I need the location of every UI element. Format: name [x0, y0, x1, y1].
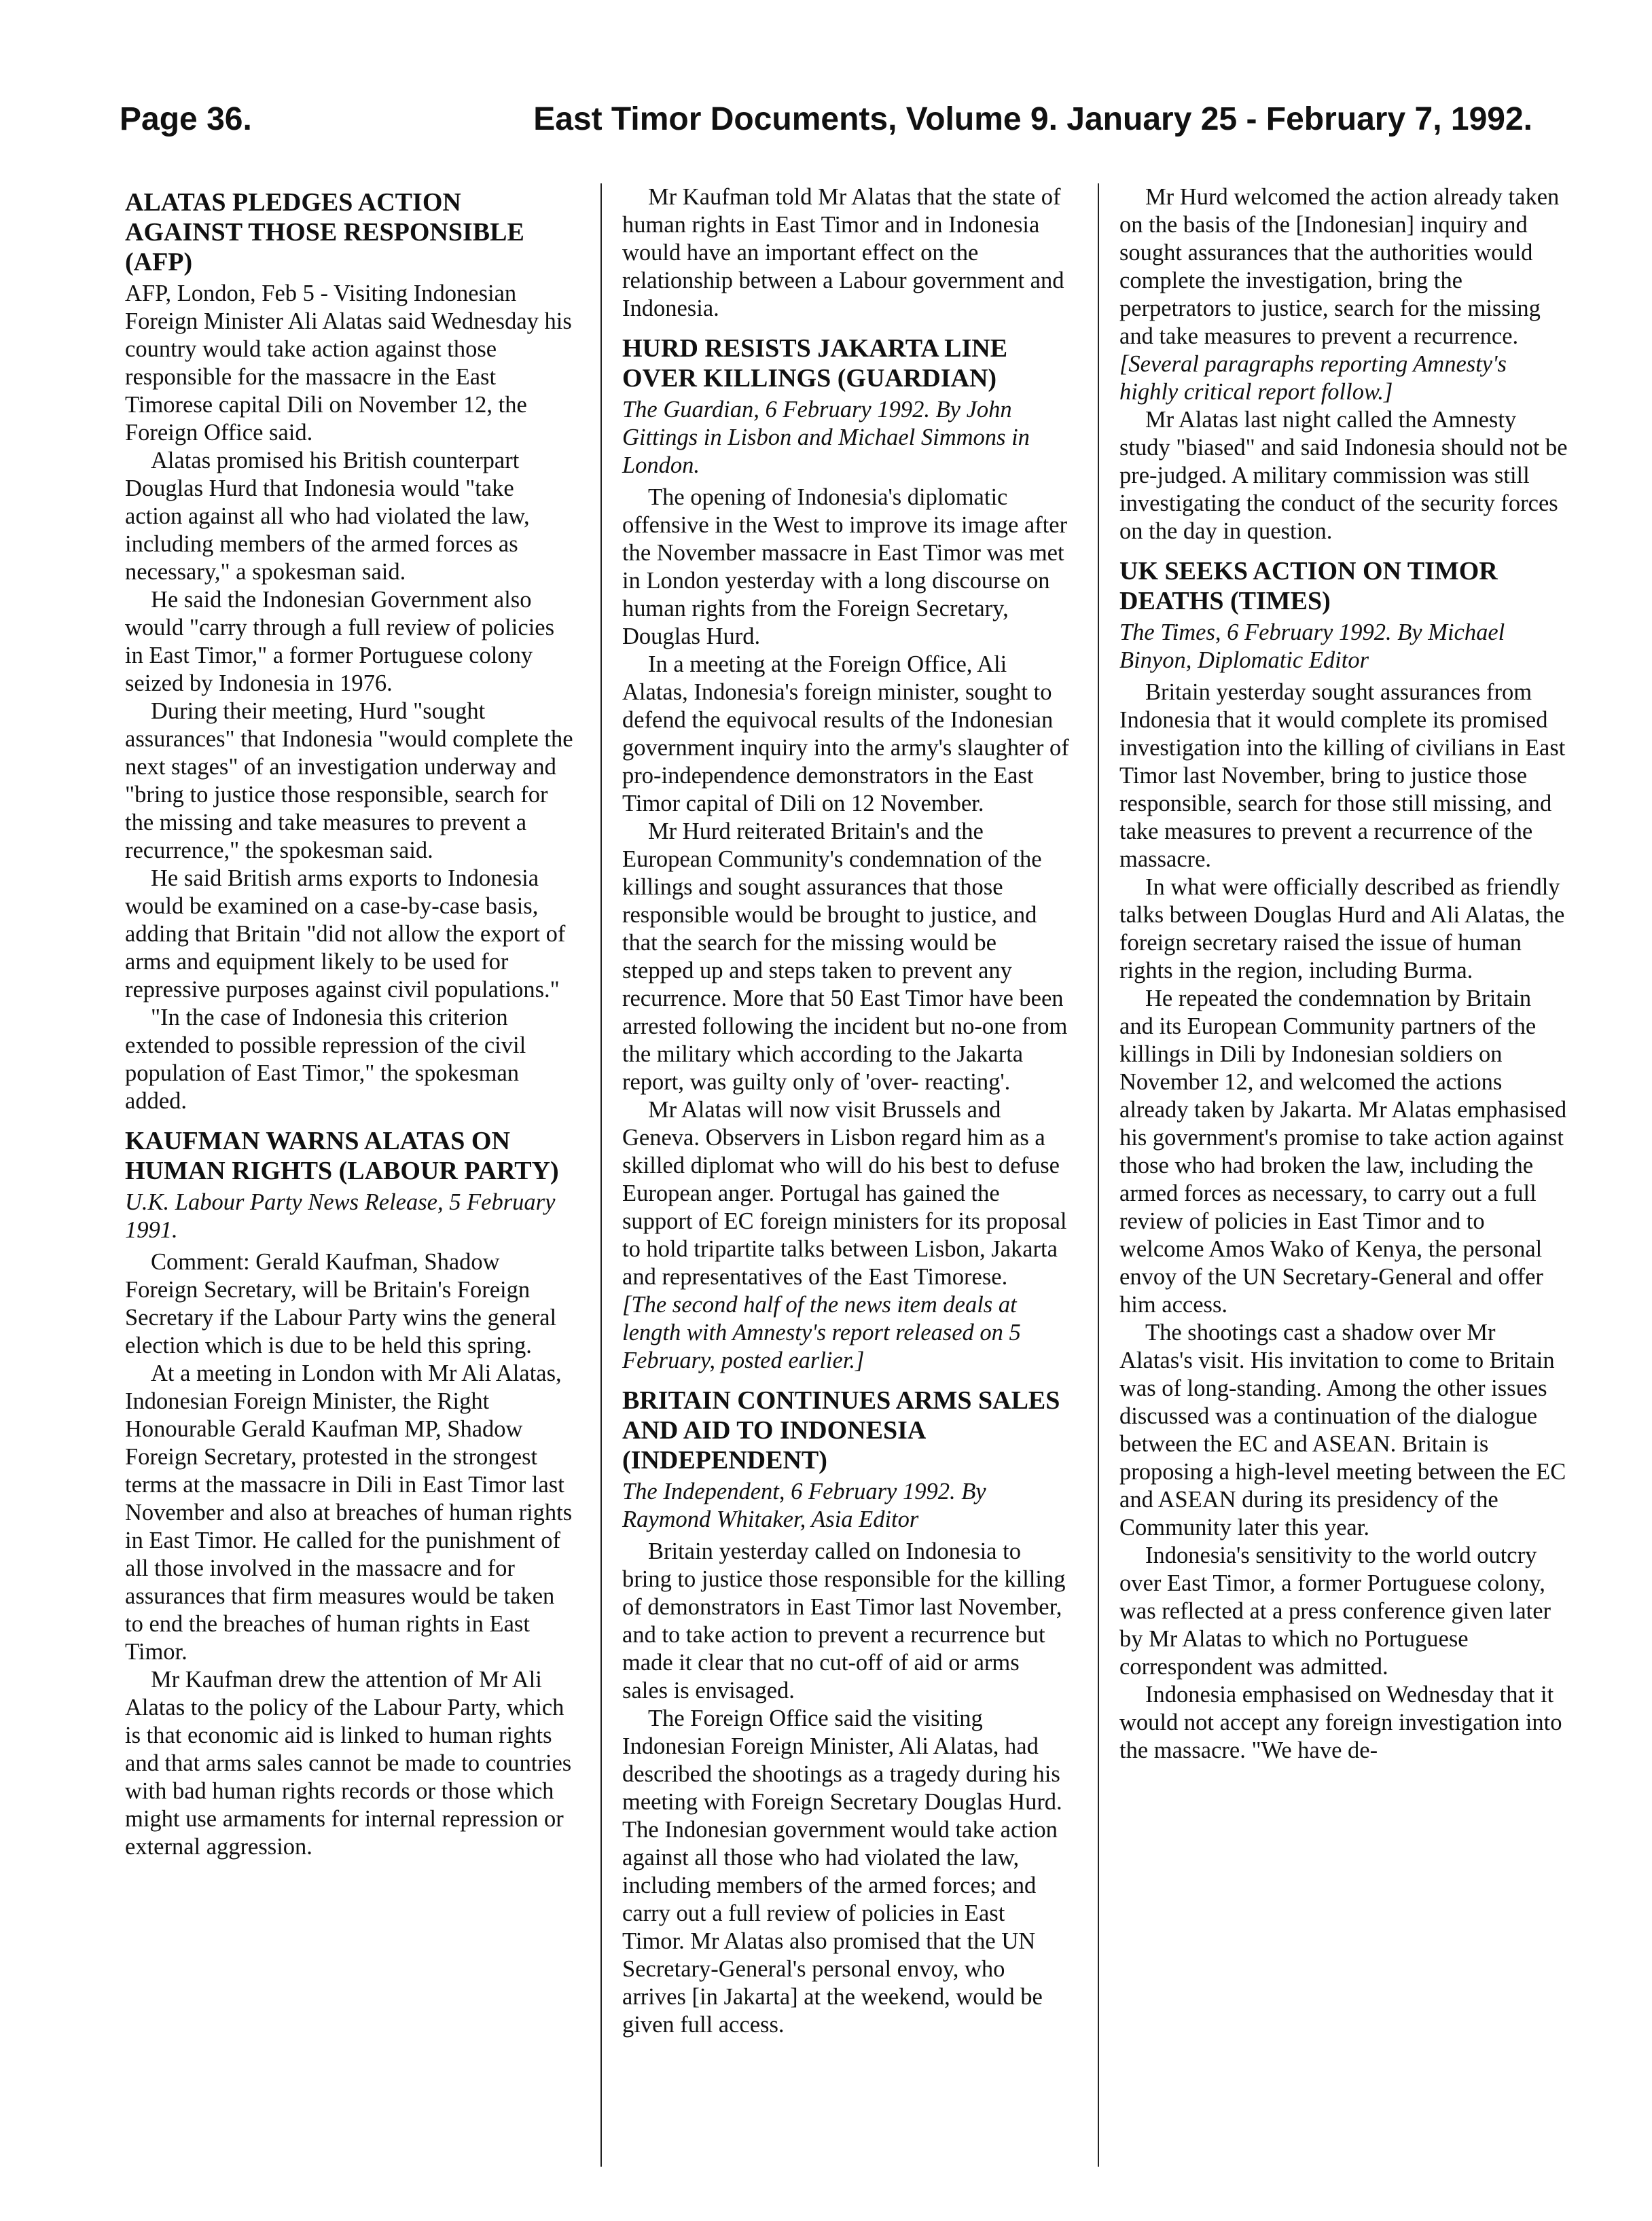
- paragraph: At a meeting in London with Mr Ali Alatas, Indonesian Foreign Minister, the Right Honourable Gerald Kaufman MP, Shadow Foreign Secretary, protested in the strongest terms at the massacre in Dili in East Timor last November and also at breaches of human rights in East Timor. He called for the punishment of all those involved in the massacre and for assurances that firm measures would be taken to end the breaches of human rights in East Timor.: [125, 1360, 573, 1665]
- paragraph: AFP, London, Feb 5 - Visiting Indonesian Foreign Minister Ali Alatas said Wednesday his country would take action against those responsible for the massacre in the East Timorese capital Dili on November 12, the Foreign Office said.: [125, 281, 572, 446]
- headline: HURD RESISTS JAKARTA LINE OVER KILLINGS (GUARDIAN): [622, 334, 1008, 393]
- paragraph: Mr Alatas last night called the Amnesty study "biased" and said Indonesia should not be pre-judged. A military commission was still investigating the conduct of the security forces on the day in question.: [1119, 407, 1568, 544]
- paragraph: Indonesia's sensitivity to the world outcry over East Timor, a former Portuguese colony, was reflected at a press conference given later by Mr Alatas to which no Portuguese correspondent was admitted.: [1119, 1542, 1551, 1680]
- page-header: [120, 101, 1532, 155]
- column-1: [125, 183, 573, 1861]
- paragraph: Mr Hurd welcomed the action already taken on the basis of the [Indonesian] inquiry and sought assurances that the authorities would complete the investigation, bring the perpetrators to justice, search for the missing and take measures to prevent a recurrence.: [1119, 184, 1560, 349]
- article-hurd-resists: [622, 333, 1071, 1375]
- paragraph: In what were officially described as friendly talks between Douglas Hurd and Ali Alatas, the foreign secretary raised the issue of human rights in the region, including Burma.: [1119, 874, 1565, 983]
- paragraph: He repeated the condemnation by Britain and its European Community partners of the killings in Dili by Indonesian soldiers on November 12, and welcomed the actions already taken by Jakarta. Mr Alatas emphasised his government's promise to take action against those who had broken the law, including the armed forces as necessary, to carry out a full review of policies in East Timor and to welcome Amos Wako of Kenya, the personal envoy of the UN Secretary-General and offer him access.: [1119, 986, 1567, 1318]
- paragraph: The Foreign Office said the visiting Indonesian Foreign Minister, Ali Alatas, had described the shootings as a tragedy during his meeting with Foreign Secretary Douglas Hurd. The Indonesian government would take action against all those who had violated the law, including members of the armed forces; and carry out a full review of policies in East Timor. Mr Alatas also promised that the UN Secretary-General's personal envoy, who arrives [in Jakarta] at the weekend, would be given full access.: [622, 1705, 1062, 2038]
- headline: KAUFMAN WARNS ALATAS ON HUMAN RIGHTS (LABOUR PARTY): [125, 1127, 559, 1185]
- paragraph: Comment: Gerald Kaufman, Shadow Foreign Secretary, will be Britain's Foreign Secretary if the Labour Party wins the general election which is due to be held this spring.: [125, 1249, 557, 1358]
- paragraph: The shootings cast a shadow over Mr Alatas's visit. His invitation to come to Britain was of long-standing. Among the other issues discussed was a continuation of the dialogue between the EC and ASEAN. Britain is proposing a high-level meeting between the EC and ASEAN during its presidency of the Community later this year.: [1119, 1320, 1566, 1540]
- article-britain-arms: [622, 1386, 1071, 2039]
- paragraph: Mr Alatas will now visit Brussels and Geneva. Observers in Lisbon regard him as a skilled diplomat who will do his best to defuse European anger. Portugal has gained the support of EC foreign ministers for its proposal to hold tripartite talks between Lisbon, Jakarta and representatives of the East Timorese.: [622, 1097, 1067, 1290]
- article-kaufman-warns: [125, 1126, 573, 1861]
- source-line: U.K. Labour Party News Release, 5 February 1991.: [125, 1189, 556, 1243]
- paragraph: He said British arms exports to Indonesia would be examined on a case-by-case basis, adding that Britain "did not allow the export of arms and equipment likely to be used for repressive purposes against civil populations.": [125, 865, 566, 1003]
- column-3: [1119, 183, 1568, 1765]
- paragraph: During their meeting, Hurd "sought assurances" that Indonesia "would complete the next stages" of an investigation underway and "bring to justice those responsible, search for the missing and take measures to prevent a recurrence," the spokesman said.: [125, 698, 573, 863]
- headline: BRITAIN CONTINUES ARMS SALES AND AID TO INDONESIA (INDEPENDENT): [622, 1386, 1060, 1475]
- article-uk-seeks: [1119, 556, 1568, 1765]
- paragraph: Mr Hurd reiterated Britain's and the European Community's condemnation of the killings and sought assurances that those responsible would be brought to justice, and that the search for the missing would be stepped up and steps taken to prevent any recurrence. More that 50 East Timor have been arrested following the incident but no-one from the military which according to the Jakarta report, was guilty only of 'over- reacting'.: [622, 818, 1068, 1095]
- editor-note: [Several paragraphs reporting Amnesty's highly critical report follow.]: [1119, 351, 1507, 405]
- paragraph: He said the Indonesian Government also would "carry through a full review of policies in East Timor," a former Portuguese colony seized by Indonesia in 1976.: [125, 587, 555, 696]
- paragraph: In a meeting at the Foreign Office, Ali Alatas, Indonesia's foreign minister, sought to defend the equivocal results of the Indonesian government inquiry into the army's slaughter of pro-independence demonstrators in the East Timor capital of Dili on 12 November.: [622, 651, 1069, 816]
- source-line: The Times, 6 February 1992. By Michael Binyon, Diplomatic Editor: [1119, 619, 1505, 673]
- editor-note: [The second half of the news item deals at length with Amnesty's report released on 5 February, posted earlier.]: [622, 1292, 1021, 1373]
- paragraph: Britain yesterday sought assurances from Indonesia that it would complete its promised investigation into the killing of civilians in East Timor last November, bring to justice those responsible, search for those still missing, and take measures to prevent a recurrence of the massacre.: [1119, 679, 1566, 872]
- paragraph: Indonesia emphasised on Wednesday that it would not accept any foreign investigation into the massacre. "We have de-: [1119, 1682, 1562, 1763]
- paragraph: Britain yesterday called on Indonesia to bring to justice those responsible for the killing of demonstrators in East Timor last November, and to take action to prevent a recurrence but made it clear that no cut-off of aid or arms sales is envisaged.: [622, 1538, 1066, 1703]
- paragraph: Alatas promised his British counterpart Douglas Hurd that Indonesia would "take action against all who had violated the law, including members of the armed forces as necessary," a spokesman said.: [125, 448, 530, 585]
- column-divider: [600, 183, 602, 2167]
- source-line: The Independent, 6 February 1992. By Raymond Whitaker, Asia Editor: [622, 1479, 986, 1532]
- source-line: The Guardian, 6 February 1992. By John Gittings in Lisbon and Michael Simmons in London.: [622, 397, 1030, 478]
- paragraph: Mr Kaufman told Mr Alatas that the state of human rights in East Timor and in Indonesia would have an important effect on the relationship between a Labour government and Indonesia.: [622, 184, 1064, 321]
- paragraph: "In the case of Indonesia this criterion extended to possible repression of the civil population of East Timor," the spokesman added.: [125, 1005, 526, 1114]
- headline: ALATAS PLEDGES ACTION AGAINST THOSE RESPONSIBLE (AFP): [125, 188, 524, 276]
- page-number: Page 36.: [120, 101, 252, 137]
- paragraph: Mr Kaufman drew the attention of Mr Ali Alatas to the policy of the Labour Party, which is that economic aid is linked to human rights and that arms sales cannot be made to countries with bad human rights records or those which might use armaments for internal repression or external aggression.: [125, 1667, 572, 1860]
- column-divider: [1098, 183, 1099, 2167]
- publication-title: East Timor Documents, Volume 9. January 25 - February 7, 1992.: [533, 101, 1532, 137]
- headline: UK SEEKS ACTION ON TIMOR DEATHS (TIMES): [1119, 557, 1498, 615]
- article-alatas-pledges: [125, 187, 573, 1115]
- column-2: [622, 183, 1071, 2039]
- paragraph: The opening of Indonesia's diplomatic offensive in the West to improve its image after the November massacre in East Timor was met in London yesterday with a long discourse on human rights from the Foreign Secretary, Douglas Hurd.: [622, 484, 1068, 649]
